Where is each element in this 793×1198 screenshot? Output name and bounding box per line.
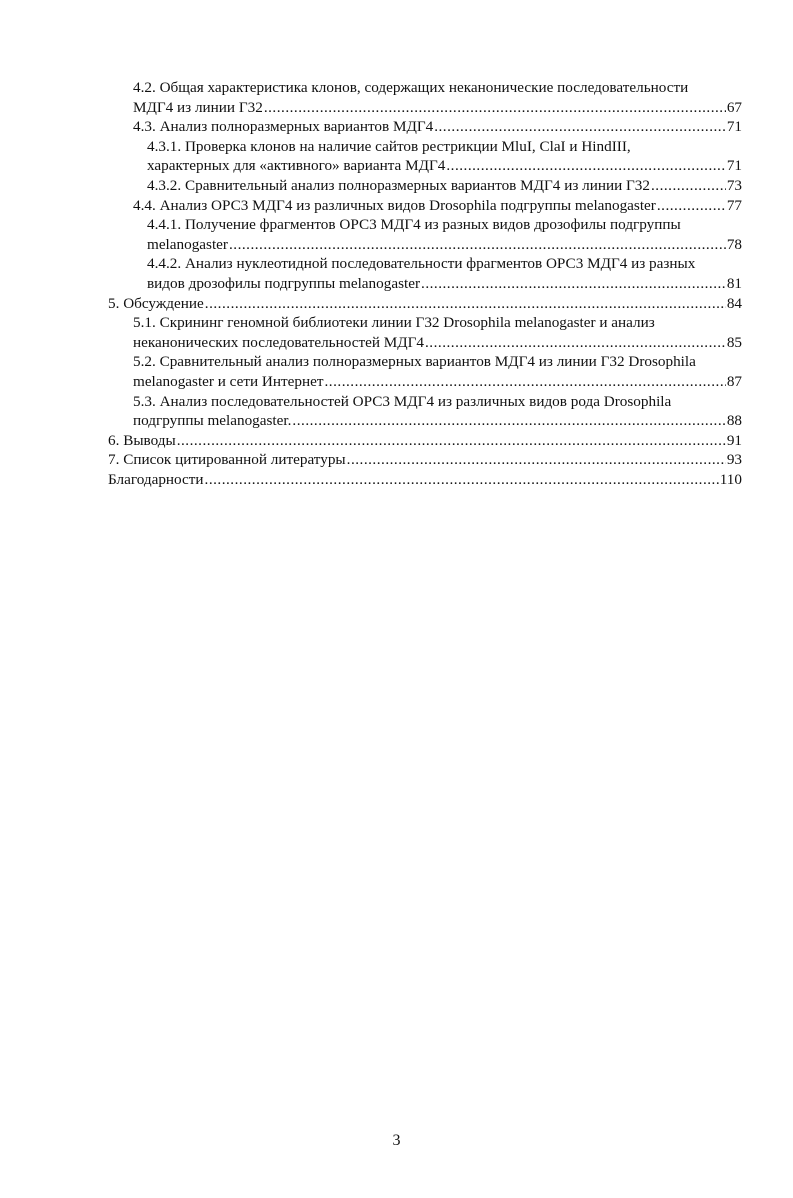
dot-leader	[325, 372, 726, 392]
dot-leader	[651, 176, 726, 196]
toc-entry-text: 4.4.2. Анализ нуклеотидной последовательности фрагментов ОРС3 МДГ4 из разных	[147, 255, 696, 273]
toc-entry-5	[108, 294, 742, 314]
toc-entry-line	[108, 431, 742, 451]
toc-entry-line	[133, 333, 742, 353]
toc-entry-7	[108, 450, 742, 470]
toc-entry-4-4-2	[108, 254, 742, 293]
toc-page-number: 71	[726, 157, 742, 175]
toc-page-number: 91	[726, 431, 742, 449]
toc-entry-4-3-1	[108, 137, 742, 176]
toc-entry-line	[133, 98, 742, 118]
dot-leader	[657, 196, 726, 216]
toc-entry-text: 5.3. Анализ последовательностей ОРС3 МДГ4 из различных видов рода Drosophila	[133, 392, 672, 410]
toc-entry-5-1	[108, 313, 742, 352]
toc-page-number: 93	[726, 451, 742, 469]
toc-entry-text: melanogaster и сети Интернет	[133, 372, 324, 390]
toc-entry-6	[108, 431, 742, 451]
toc-entry-line	[147, 156, 742, 176]
table-of-contents	[108, 78, 742, 489]
toc-page-number: 71	[726, 118, 742, 136]
toc-entry-line	[133, 372, 742, 392]
dot-leader	[292, 411, 725, 431]
toc-entry-5-2	[108, 352, 742, 391]
toc-entry-line	[133, 196, 742, 216]
toc-page-number: 77	[726, 196, 742, 214]
toc-entry-text: подгруппы melanogaster.	[133, 412, 292, 430]
toc-entry-text: неканонических последовательностей МДГ4	[133, 333, 424, 351]
toc-entry-text: 4.3.2. Сравнительный анализ полноразмерных вариантов МДГ4 из линии Г32	[147, 176, 650, 194]
toc-entry-4-3-2	[108, 176, 742, 196]
dot-leader	[229, 235, 726, 255]
toc-page-number: 73	[726, 176, 742, 194]
toc-entry-text: 5.1. Скрининг геномной библиотеки линии Г32 Drosophila melanogaster и анализ	[133, 314, 655, 332]
page-number: 3	[392, 1132, 401, 1149]
toc-page-number: 84	[726, 294, 742, 312]
dot-leader	[205, 470, 719, 490]
toc-entry-text: 7. Список цитированной литературы	[108, 451, 346, 469]
toc-entry-text: видов дрозофилы подгруппы melanogaster	[147, 274, 421, 292]
toc-page-number: 85	[726, 333, 742, 351]
toc-entry-line	[147, 176, 742, 196]
toc-entry-text: 5. Обсуждение	[108, 294, 204, 312]
dot-leader	[347, 450, 726, 470]
toc-entry-5-3	[108, 392, 742, 431]
toc-page-number: 81	[726, 274, 742, 292]
dot-leader	[434, 117, 726, 137]
toc-page-number: 87	[726, 372, 742, 390]
toc-page-number: 78	[726, 235, 742, 253]
dot-leader	[177, 431, 726, 451]
toc-entry-text: МДГ4 из линии Г32	[133, 98, 263, 116]
toc-entry-text: 4.4. Анализ ОРС3 МДГ4 из различных видов Drosophila подгруппы melanogaster	[133, 196, 656, 214]
toc-entry-4-4-1	[108, 215, 742, 254]
toc-entry-line	[147, 274, 742, 294]
dot-leader	[264, 98, 726, 118]
dot-leader	[425, 333, 726, 353]
toc-entry-4-3	[108, 117, 742, 137]
toc-entry-line	[108, 294, 742, 314]
toc-entry-text: 5.2. Сравнительный анализ полноразмерных вариантов МДГ4 из линии Г32 Drosophila	[133, 353, 696, 371]
toc-entry-line	[108, 450, 742, 470]
toc-page-number: 110	[719, 470, 742, 488]
dot-leader	[205, 294, 726, 314]
toc-entry-text: melanogaster	[147, 235, 228, 253]
toc-entry-acknowledgements	[108, 470, 742, 490]
toc-page-number: 88	[726, 412, 742, 430]
toc-entry-text: 4.3. Анализ полноразмерных вариантов МДГ4	[133, 118, 434, 136]
dot-leader	[446, 156, 725, 176]
toc-entry-4-4	[108, 196, 742, 216]
dot-leader	[421, 274, 726, 294]
toc-entry-text: 4.2. Общая характеристика клонов, содержащих неканонические последовательности	[133, 79, 689, 96]
toc-entry-line	[133, 411, 742, 431]
toc-entry-line	[147, 235, 742, 255]
toc-page-number: 67	[726, 98, 742, 116]
toc-entry-text: Благодарности	[108, 470, 204, 488]
toc-entry-text: 4.4.1. Получение фрагментов ОРС3 МДГ4 из разных видов дрозофилы подгруппы	[147, 216, 681, 234]
toc-entry-text: 4.3.1. Проверка клонов на наличие сайтов рестрикции MluI, ClaI и HindIII,	[147, 137, 631, 155]
toc-entry-text: 6. Выводы	[108, 431, 176, 449]
toc-entry-text: характерных для «активного» варианта МДГ4	[147, 157, 446, 175]
toc-entry-line	[108, 470, 742, 490]
toc-entry-4-2	[108, 78, 742, 117]
toc-entry-line	[133, 117, 742, 137]
